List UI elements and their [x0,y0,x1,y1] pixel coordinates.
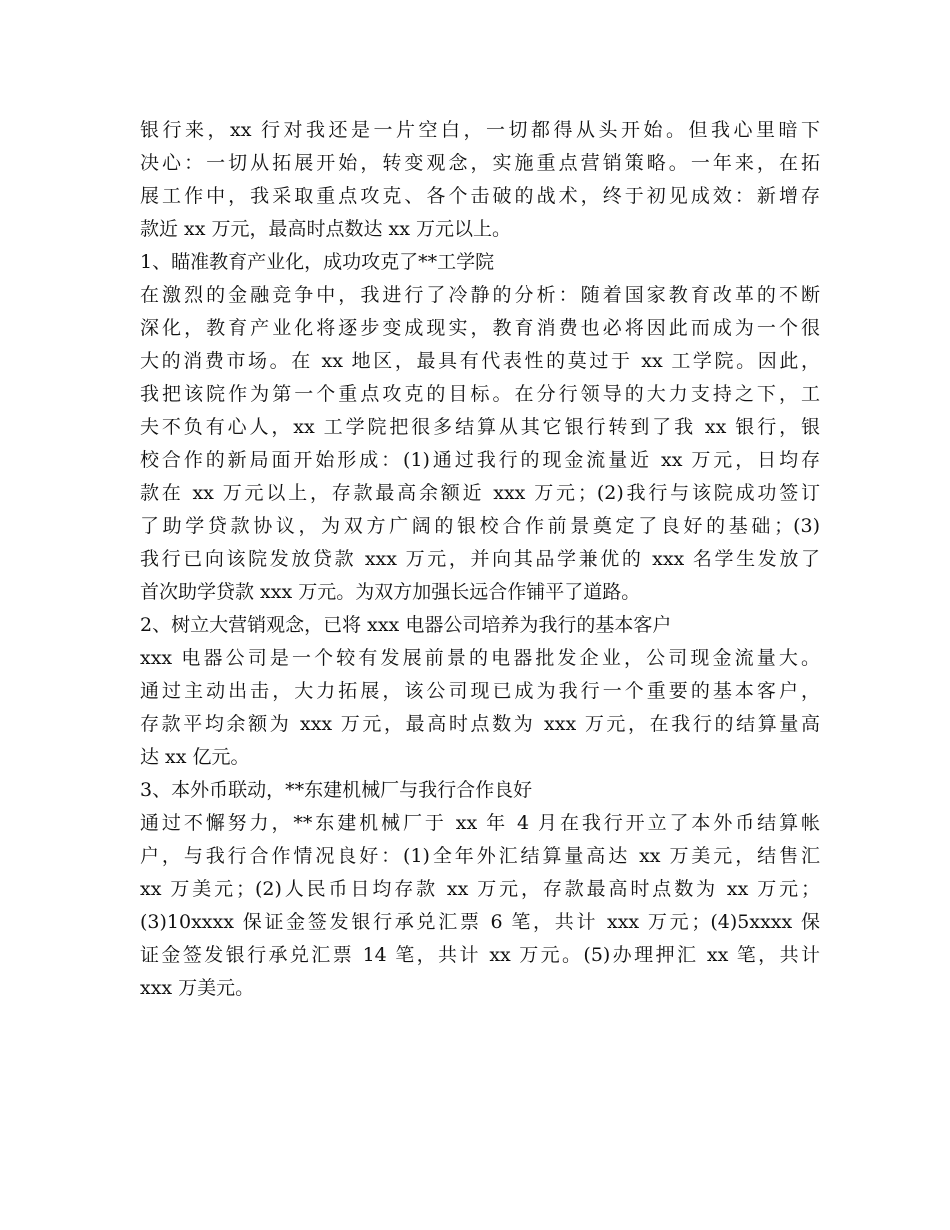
paragraph-line: 夫不负有心人，xx 工学院把很多结算从其它银行转到了我 xx 银行，银 [140,416,820,438]
paragraph-line: 银行来，xx 行对我还是一片空白，一切都得从头开始。但我心里暗下 [140,119,820,141]
paragraph-line: 首次助学贷款 xxx 万元。为双方加强长远合作铺平了道路。 [140,581,641,603]
paragraph-line: 达 xx 亿元。 [140,746,250,768]
paragraph-line: 通过主动出击，大力拓展，该公司现已成为我行一个重要的基本客户， [140,680,820,702]
paragraph-line: 大的消费市场。在 xx 地区，最具有代表性的莫过于 xx 工学院。因此， [140,350,820,372]
paragraph-line: 通过不懈努力，**东建机械厂于 xx 年 4 月在我行开立了本外币结算帐 [140,812,820,834]
paragraph-line: xxx 万美元。 [140,977,255,999]
paragraph-line: 校合作的新局面开始形成：(1)通过我行的现金流量近 xx 万元，日均存 [140,449,820,471]
paragraph-line: 决心：一切从拓展开始，转变观念，实施重点营销策略。一年来，在拓 [140,152,820,174]
section-heading: 3、本外币联动，**东建机械厂与我行合作良好 [140,779,533,801]
document-body [140,114,820,1005]
section-heading: 1、瞄准教育产业化，成功攻克了**工学院 [140,251,495,273]
paragraph-line: 款在 xx 万元以上，存款最高余额近 xxx 万元；(2)我行与该院成功签订 [140,482,820,504]
paragraph-line: 展工作中，我采取重点攻克、各个击破的战术，终于初见成效：新增存 [140,185,820,207]
paragraph-line: 证金签发银行承兑汇票 14 笔，共计 xx 万元。(5)办理押汇 xx 笔，共计 [140,944,820,966]
paragraph-line: xx 万美元；(2)人民币日均存款 xx 万元，存款最高时点数为 xx 万元； [140,878,820,900]
paragraph-line: xxx 电器公司是一个较有发展前景的电器批发企业，公司现金流量大。 [140,647,820,669]
paragraph-line: 存款平均余额为 xxx 万元，最高时点数为 xxx 万元，在我行的结算量高 [140,713,820,735]
paragraph-line: 在激烈的金融竞争中，我进行了冷静的分析：随着国家教育改革的不断 [140,284,820,306]
paragraph-line: 户，与我行合作情况良好：(1)全年外汇结算量高达 xx 万美元，结售汇 [140,845,820,867]
paragraph-line: 款近 xx 万元，最高时点数达 xx 万元以上。 [140,218,512,240]
paragraph-line: 我行已向该院发放贷款 xxx 万元，并向其品学兼优的 xxx 名学生发放了 [140,548,820,570]
paragraph-line: 深化，教育产业化将逐步变成现实，教育消费也必将因此而成为一个很 [140,317,820,339]
paragraph-line: (3)10xxxx 保证金签发银行承兑汇票 6 笔，共计 xxx 万元；(4)5xxxx 保 [140,911,820,933]
section-heading: 2、树立大营销观念，已将 xxx 电器公司培养为我行的基本客户 [140,614,672,636]
paragraph-line: 我把该院作为第一个重点攻克的目标。在分行领导的大力支持之下，工 [140,383,820,405]
paragraph-line: 了助学贷款协议，为双方广阔的银校合作前景奠定了良好的基础；(3) [140,515,820,537]
